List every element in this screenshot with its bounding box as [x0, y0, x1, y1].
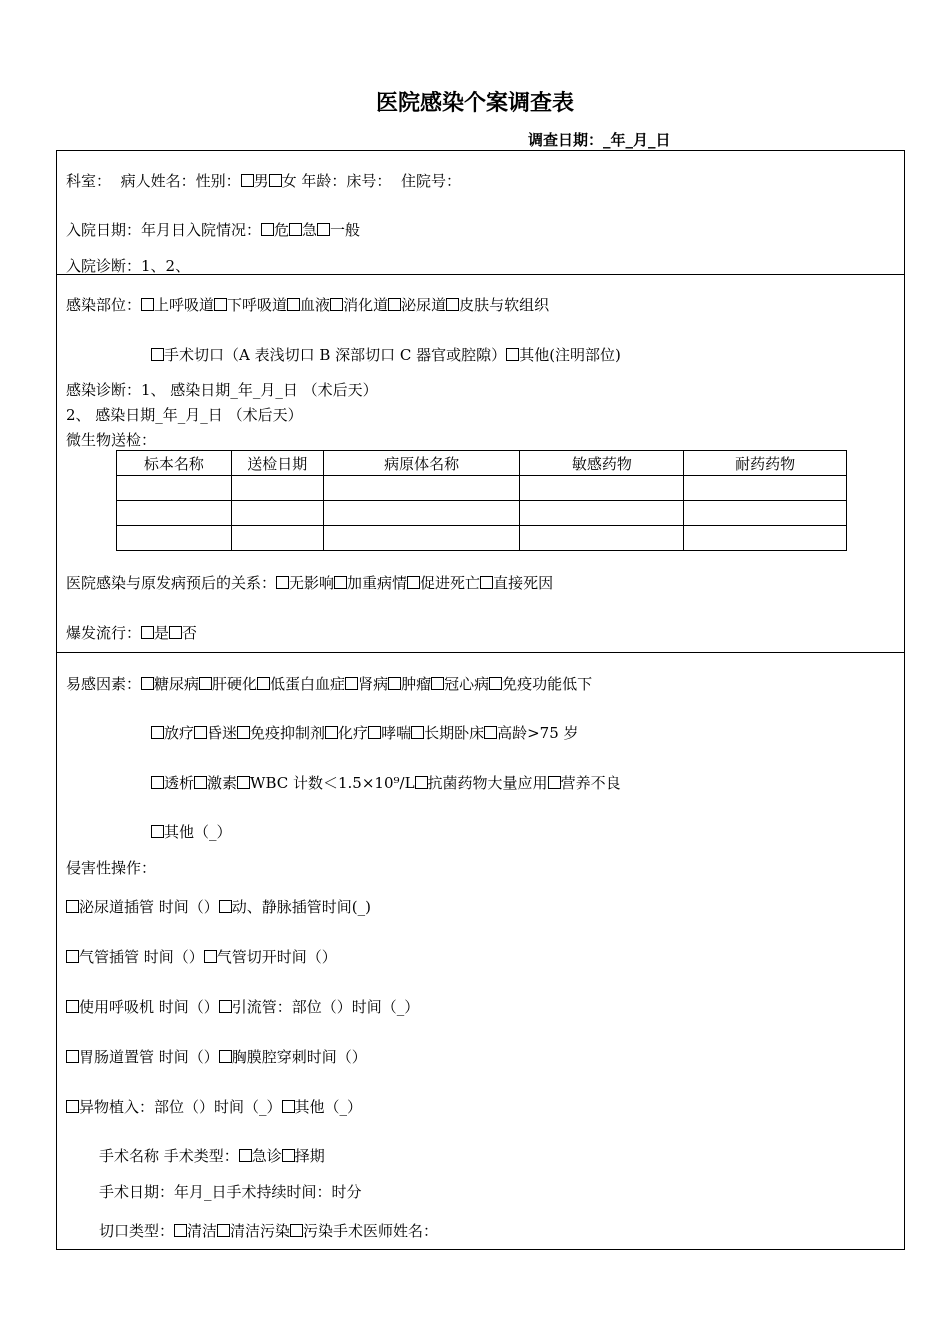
surgery-type-line — [99, 1145, 325, 1166]
checkbox-risk[interactable] — [141, 677, 154, 690]
table-cell[interactable] — [117, 501, 232, 526]
invasive-option: 其他（_） — [294, 1098, 363, 1116]
checkbox-risk[interactable] — [237, 726, 250, 739]
table-cell[interactable] — [323, 476, 520, 501]
invasive-line-1 — [66, 896, 371, 917]
checkbox-risk[interactable] — [411, 726, 424, 739]
incision-option: 手术切口（A 表浅切口 B 深部切口 C 器官或腔隙） — [164, 346, 507, 364]
table-cell[interactable] — [520, 501, 684, 526]
checkbox-risk[interactable] — [325, 726, 338, 739]
risk-option: 免疫抑制剂 — [250, 724, 326, 742]
table-row — [117, 501, 847, 526]
table-cell[interactable] — [323, 501, 520, 526]
invasive-option: 胃肠道置管 时间（） — [79, 1048, 219, 1066]
age-bed-label: 年龄：床号： — [301, 172, 392, 190]
table-cell[interactable] — [117, 476, 232, 501]
risk-option: 放疗 — [164, 724, 195, 742]
checkbox-invasive[interactable] — [66, 950, 79, 963]
checkbox-general[interactable] — [317, 223, 330, 236]
risk-option: 糖尿病 — [154, 675, 200, 693]
invasive-option: 异物植入：部位（）时间（_） — [79, 1098, 282, 1116]
risk-option: 肿瘤 — [401, 675, 432, 693]
relation-option: 促进死亡 — [420, 574, 481, 592]
checkbox-invasive[interactable] — [66, 1000, 79, 1013]
section-divider — [56, 652, 905, 653]
table-cell[interactable] — [684, 501, 847, 526]
checkbox-incision-type[interactable] — [290, 1224, 303, 1237]
checkbox-elective[interactable] — [282, 1149, 295, 1162]
urgent-label: 急 — [302, 221, 318, 239]
incision-label: 切口类型： — [99, 1222, 175, 1240]
table-row — [117, 526, 847, 551]
table-header-row — [117, 451, 847, 476]
relation-option: 加重病情 — [347, 574, 408, 592]
risk-option: 冠心病 — [444, 675, 490, 693]
elective-label: 择期 — [294, 1147, 325, 1165]
outbreak-yes-label: 是 — [154, 624, 170, 642]
risk-label: 易感因素： — [66, 675, 142, 693]
table-cell[interactable] — [684, 476, 847, 501]
checkbox-invasive[interactable] — [219, 900, 232, 913]
checkbox-risk[interactable] — [368, 726, 381, 739]
checkbox-male[interactable] — [241, 174, 254, 187]
invasive-option: 胸膜腔穿刺时间（） — [231, 1048, 367, 1066]
checkbox-risk[interactable] — [388, 677, 401, 690]
patient-info-line — [66, 170, 461, 191]
table-cell[interactable] — [323, 526, 520, 551]
risk-option: 低蛋白血症 — [270, 675, 346, 693]
checkbox-site[interactable] — [388, 298, 401, 311]
microbe-table — [116, 450, 847, 551]
table-cell[interactable] — [231, 476, 323, 501]
checkbox-risk[interactable] — [194, 726, 207, 739]
invasive-option: 泌尿道插管 时间（） — [79, 898, 219, 916]
risk-option: 肝硬化 — [212, 675, 258, 693]
invasive-label: 侵害性操作： — [66, 859, 157, 877]
relation-option: 无影响 — [289, 574, 335, 592]
invasive-line-5 — [66, 1096, 362, 1117]
checkbox-female[interactable] — [269, 174, 282, 187]
outbreak-label: 爆发流行： — [66, 624, 142, 642]
risk-factors-line-1 — [66, 673, 592, 694]
col-header: 送检日期 — [231, 451, 323, 476]
admission-diagnosis: 入院诊断：1、2、 — [66, 257, 191, 275]
site-option: 上呼吸道 — [154, 296, 215, 314]
dept-label: 科室： — [66, 172, 112, 190]
site-option: 消化道 — [343, 296, 389, 314]
col-header: 敏感药物 — [520, 451, 684, 476]
checkbox-risk[interactable] — [484, 726, 497, 739]
risk-option: 肾病 — [358, 675, 389, 693]
checkbox-site[interactable] — [141, 298, 154, 311]
survey-date: 调查日期：_年_月_日 — [528, 131, 671, 149]
page-title: 医院感染个案调查表 — [375, 91, 574, 116]
risk-option: 抗菌药物大量应用 — [427, 774, 548, 792]
site-option: 下呼吸道 — [227, 296, 288, 314]
checkbox-incision-type[interactable] — [174, 1224, 187, 1237]
checkbox-site[interactable] — [330, 298, 343, 311]
risk-option: 激素 — [207, 774, 238, 792]
invasive-line-2 — [66, 946, 337, 967]
female-label: 女 — [281, 172, 297, 190]
checkbox-emergency[interactable] — [239, 1149, 252, 1162]
risk-option: 透析 — [164, 774, 195, 792]
checkbox-risk[interactable] — [345, 677, 358, 690]
checkbox-relation[interactable] — [480, 576, 493, 589]
risk-option: 昏迷 — [207, 724, 238, 742]
surgery-type-label: 手术名称 手术类型： — [99, 1147, 239, 1165]
risk-factors-line-2 — [151, 722, 579, 743]
invasive-option: 动、静脉插管时间(_) — [231, 898, 371, 916]
infection-site-line-2 — [151, 344, 621, 365]
checkbox-site[interactable] — [214, 298, 227, 311]
invasive-option: 使用呼吸机 时间（） — [79, 998, 219, 1016]
checkbox-incision-type[interactable] — [217, 1224, 230, 1237]
checkbox-risk[interactable] — [257, 677, 270, 690]
relation-label: 医院感染与原发病预后的关系： — [66, 574, 277, 592]
checkbox-risk[interactable] — [489, 677, 502, 690]
checkbox-risk[interactable] — [237, 776, 250, 789]
table-cell[interactable] — [520, 476, 684, 501]
checkbox-risk-other[interactable] — [151, 825, 164, 838]
checkbox-invasive[interactable] — [219, 1000, 232, 1013]
risk-option: 长期卧床 — [424, 724, 485, 742]
checkbox-relation[interactable] — [407, 576, 420, 589]
infection-site-line — [66, 294, 549, 315]
col-header: 耐药药物 — [684, 451, 847, 476]
site-option: 血液 — [300, 296, 331, 314]
checkbox-risk[interactable] — [151, 776, 164, 789]
checkbox-incision[interactable] — [151, 348, 164, 361]
checkbox-invasive[interactable] — [219, 1050, 232, 1063]
other-site-option: 其他(注明部位) — [519, 346, 621, 364]
risk-option: 高龄>75 岁 — [497, 724, 579, 742]
col-header: 病原体名称 — [323, 451, 520, 476]
general-label: 一般 — [330, 221, 361, 239]
checkbox-relation[interactable] — [334, 576, 347, 589]
male-label: 男 — [253, 172, 269, 190]
risk-option: 哮喘 — [381, 724, 412, 742]
checkbox-risk[interactable] — [199, 677, 212, 690]
checkbox-invasive[interactable] — [66, 1100, 79, 1113]
risk-option: 免疫功能低下 — [502, 675, 593, 693]
table-cell[interactable] — [231, 501, 323, 526]
site-option: 泌尿道 — [401, 296, 447, 314]
checkbox-risk[interactable] — [151, 726, 164, 739]
risk-factors-line-3 — [151, 772, 621, 793]
surgery-date-line: 手术日期：年月_日手术持续时间：时分 — [99, 1183, 362, 1201]
table-cell[interactable] — [117, 526, 232, 551]
risk-factors-line-4 — [151, 821, 232, 842]
checkbox-outbreak-no[interactable] — [169, 626, 182, 639]
incision-option: 清洁 — [187, 1222, 218, 1240]
checkbox-site[interactable] — [287, 298, 300, 311]
prognosis-relation-line — [66, 572, 553, 593]
checkbox-invasive[interactable] — [204, 950, 217, 963]
checkbox-urgent[interactable] — [289, 223, 302, 236]
site-label: 感染部位： — [66, 296, 142, 314]
invasive-line-3 — [66, 996, 419, 1017]
col-header: 标本名称 — [117, 451, 232, 476]
emergency-label: 急诊 — [251, 1147, 282, 1165]
checkbox-invasive[interactable] — [282, 1100, 295, 1113]
checkbox-invasive[interactable] — [66, 900, 79, 913]
relation-option: 直接死因 — [493, 574, 554, 592]
risk-option: 化疗 — [338, 724, 369, 742]
invasive-line-4 — [66, 1046, 367, 1067]
name-sex-label: 病人姓名：性别： — [120, 172, 241, 190]
checkbox-risk[interactable] — [415, 776, 428, 789]
checkbox-invasive[interactable] — [66, 1050, 79, 1063]
table-cell[interactable] — [684, 526, 847, 551]
risk-option: WBC 计数＜1.5×10⁹/L — [250, 774, 415, 792]
table-cell[interactable] — [520, 526, 684, 551]
checkbox-risk[interactable] — [548, 776, 561, 789]
incision-option: 清洁污染 — [230, 1222, 291, 1240]
risk-option: 其他（_） — [164, 823, 232, 841]
inpatient-no-label: 住院号： — [400, 172, 461, 190]
incision-option: 污染手术医师姓名： — [303, 1222, 439, 1240]
critical-label: 危 — [274, 221, 290, 239]
checkbox-outbreak-yes[interactable] — [141, 626, 154, 639]
table-cell[interactable] — [231, 526, 323, 551]
incision-type-line — [99, 1220, 438, 1241]
risk-option: 营养不良 — [560, 774, 621, 792]
checkbox-risk[interactable] — [194, 776, 207, 789]
checkbox-other-site[interactable] — [506, 348, 519, 361]
admission-label: 入院日期：年月日入院情况： — [66, 221, 262, 239]
outbreak-no-label: 否 — [182, 624, 198, 642]
admission-line — [66, 219, 360, 240]
table-row — [117, 476, 847, 501]
invasive-option: 气管切开时间（） — [216, 948, 337, 966]
microbe-label: 微生物送检： — [66, 431, 157, 449]
checkbox-relation[interactable] — [276, 576, 289, 589]
site-option: 皮肤与软组织 — [459, 296, 550, 314]
checkbox-critical[interactable] — [261, 223, 274, 236]
form-frame — [56, 150, 905, 1250]
invasive-option: 气管插管 时间（） — [79, 948, 204, 966]
checkbox-risk[interactable] — [431, 677, 444, 690]
checkbox-site[interactable] — [446, 298, 459, 311]
outbreak-line — [66, 622, 197, 643]
infection-diagnosis-2: 2、 感染日期_年_月_日 （术后天） — [66, 406, 303, 424]
invasive-option: 引流管：部位（）时间（_） — [231, 998, 420, 1016]
infection-diagnosis-1: 感染诊断：1、 感染日期_年_月_日 （术后天） — [66, 381, 378, 399]
